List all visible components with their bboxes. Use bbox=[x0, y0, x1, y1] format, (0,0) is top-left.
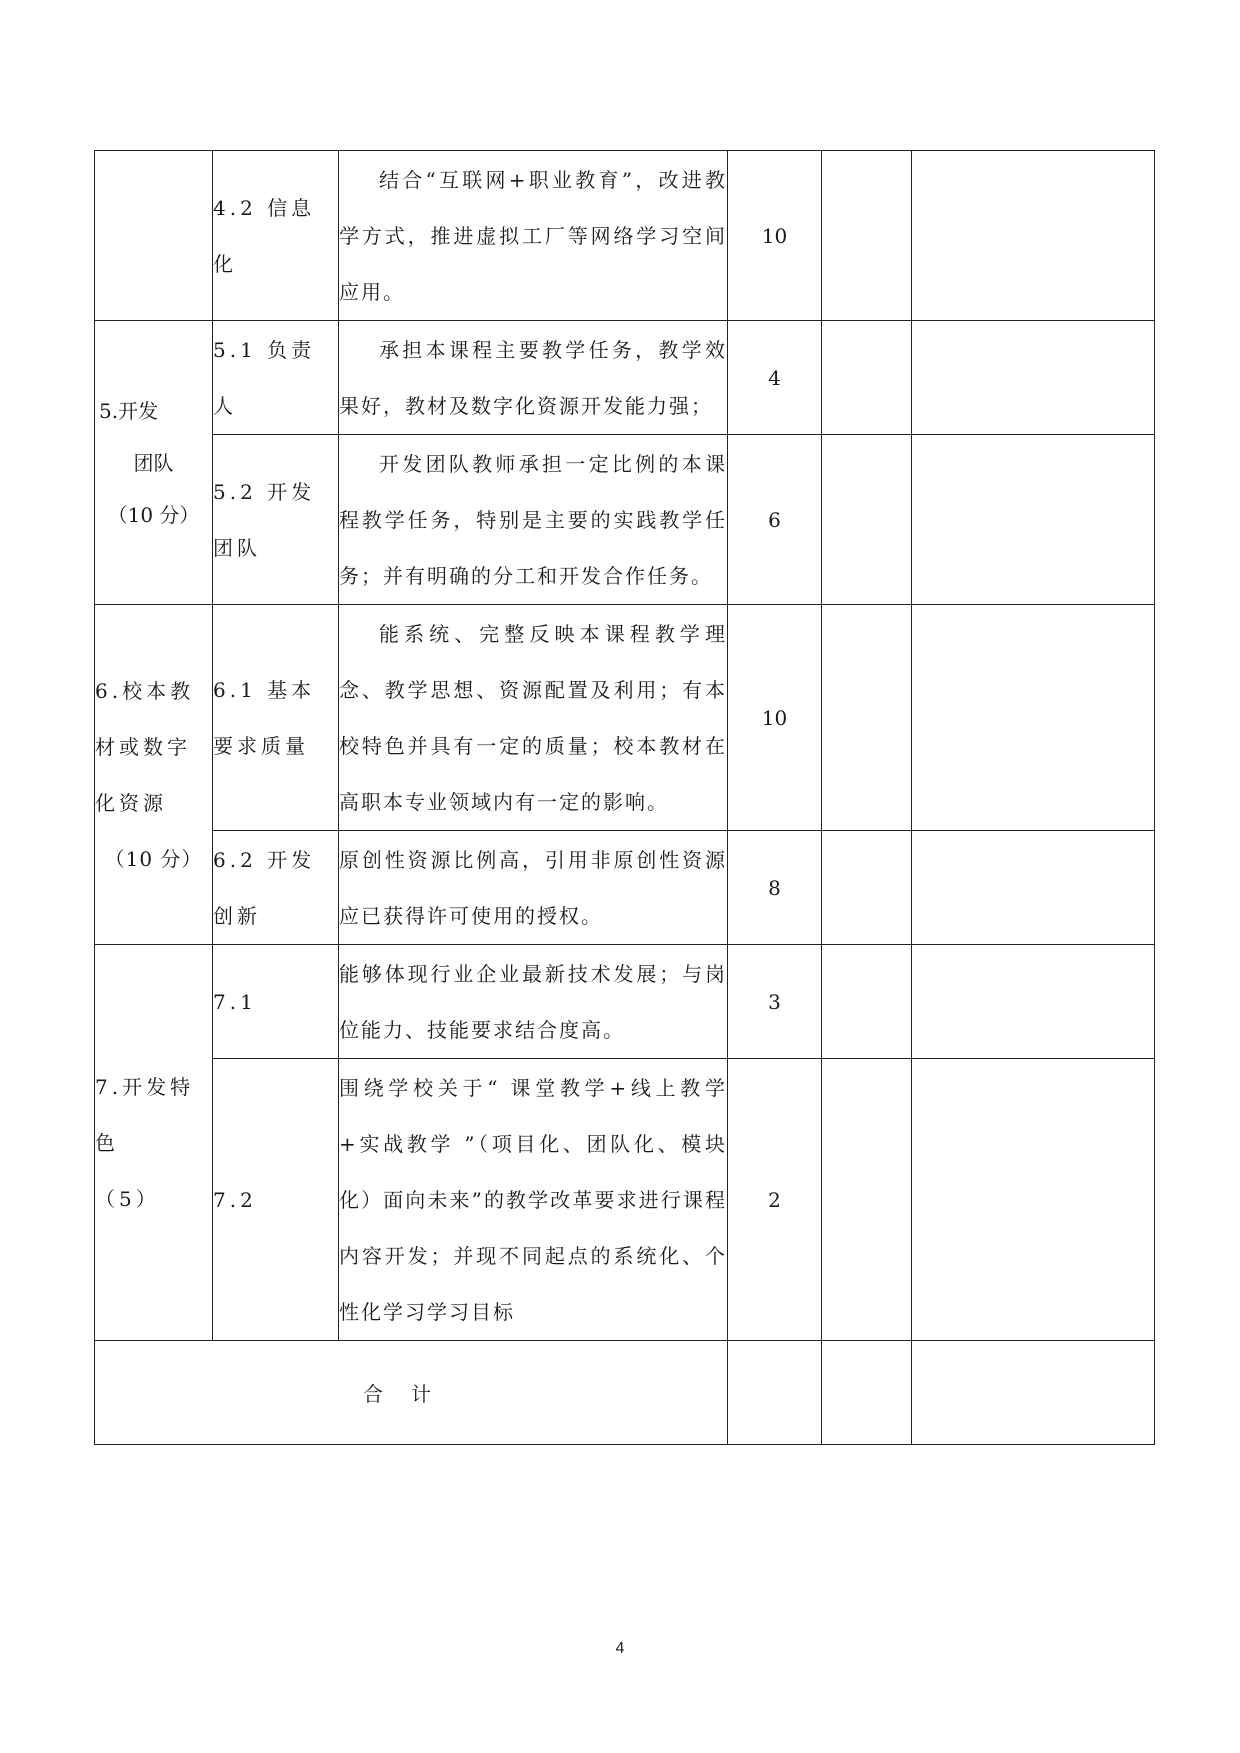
blank-cell bbox=[912, 605, 1155, 831]
score-7-2: 2 bbox=[728, 1059, 822, 1341]
category-6 bbox=[95, 605, 213, 945]
score-4-2: 10 bbox=[728, 151, 822, 321]
table-row-7-1 bbox=[95, 945, 1155, 1059]
table-row-total bbox=[95, 1341, 1155, 1445]
subitem-7-1: 7.1 bbox=[213, 945, 339, 1059]
table-row-6-1 bbox=[95, 605, 1155, 831]
category-5 bbox=[95, 321, 213, 605]
blank-cell bbox=[822, 831, 912, 945]
score-6-1: 10 bbox=[728, 605, 822, 831]
subitem-6-1: 6.1 基本要求质量 bbox=[213, 605, 339, 831]
subitem-5-1: 5.1 负责人 bbox=[213, 321, 339, 435]
blank-cell bbox=[912, 945, 1155, 1059]
blank-cell bbox=[822, 1341, 912, 1445]
category-cell-empty bbox=[95, 151, 213, 321]
category-7 bbox=[95, 945, 213, 1341]
blank-cell bbox=[822, 321, 912, 435]
description-7-1: 能够体现行业企业最新技术发展；与岗位能力、技能要求结合度高。 bbox=[339, 945, 728, 1059]
category-5-line3: （10 分） bbox=[107, 502, 200, 527]
total-score-cell bbox=[728, 1341, 822, 1445]
table-row-5-1 bbox=[95, 321, 1155, 435]
description-5-2: 开发团队教师承担一定比例的本课程教学任务，特别是主要的实践教学任务；并有明确的分工和开发合作任务。 bbox=[339, 435, 728, 605]
score-6-2: 8 bbox=[728, 831, 822, 945]
subitem-6-2: 6.2 开发创新 bbox=[213, 831, 339, 945]
subitem-7-2: 7.2 bbox=[213, 1059, 339, 1341]
category-7-line1: 7.开发特色 bbox=[95, 1074, 195, 1155]
total-label: 合计 bbox=[95, 1341, 728, 1445]
table-row-5-2 bbox=[95, 435, 1155, 605]
category-5-line2: 团队 bbox=[133, 450, 174, 475]
blank-cell bbox=[912, 151, 1155, 321]
blank-cell bbox=[912, 435, 1155, 605]
category-6-line2: （10 分） bbox=[104, 846, 203, 871]
subitem-4-2: 4.2 信息化 bbox=[213, 151, 339, 321]
description-7-2: 围绕学校关于“ 课堂教学+线上教学+实战教学 ”（项目化、团队化、模块化）面向未来”的教学改革要求进行课程内容开发；并现不同起点的系统化、个性化学习学习目标 bbox=[339, 1059, 728, 1341]
blank-cell bbox=[912, 831, 1155, 945]
page-number: 4 bbox=[615, 1640, 625, 1657]
category-5-line1: 5.开发 bbox=[99, 398, 159, 423]
category-7-line2: （5） bbox=[95, 1186, 160, 1211]
blank-cell bbox=[912, 321, 1155, 435]
description-6-2: 原创性资源比例高，引用非原创性资源应已获得许可使用的授权。 bbox=[339, 831, 728, 945]
category-6-line1: 6.校本教材或数字化资源 bbox=[95, 678, 195, 815]
score-5-1: 4 bbox=[728, 321, 822, 435]
score-7-1: 3 bbox=[728, 945, 822, 1059]
description-4-2: 结合“互联网+职业教育”，改进教学方式，推进虚拟工厂等网络学习空间应用。 bbox=[339, 151, 728, 321]
blank-cell bbox=[912, 1059, 1155, 1341]
evaluation-table bbox=[94, 150, 1155, 1445]
table-row-4-2 bbox=[95, 151, 1155, 321]
blank-cell bbox=[912, 1341, 1155, 1445]
blank-cell bbox=[822, 435, 912, 605]
description-6-1: 能系统、完整反映本课程教学理念、教学思想、资源配置及利用；有本校特色并具有一定的质量；校本教材在高职本专业领域内有一定的影响。 bbox=[339, 605, 728, 831]
table-row-7-2 bbox=[95, 1059, 1155, 1341]
blank-cell bbox=[822, 945, 912, 1059]
score-5-2: 6 bbox=[728, 435, 822, 605]
blank-cell bbox=[822, 1059, 912, 1341]
table-row-6-2 bbox=[95, 831, 1155, 945]
blank-cell bbox=[822, 151, 912, 321]
blank-cell bbox=[822, 605, 912, 831]
subitem-5-2: 5.2 开发团队 bbox=[213, 435, 339, 605]
description-5-1: 承担本课程主要教学任务，教学效果好，教材及数字化资源开发能力强； bbox=[339, 321, 728, 435]
